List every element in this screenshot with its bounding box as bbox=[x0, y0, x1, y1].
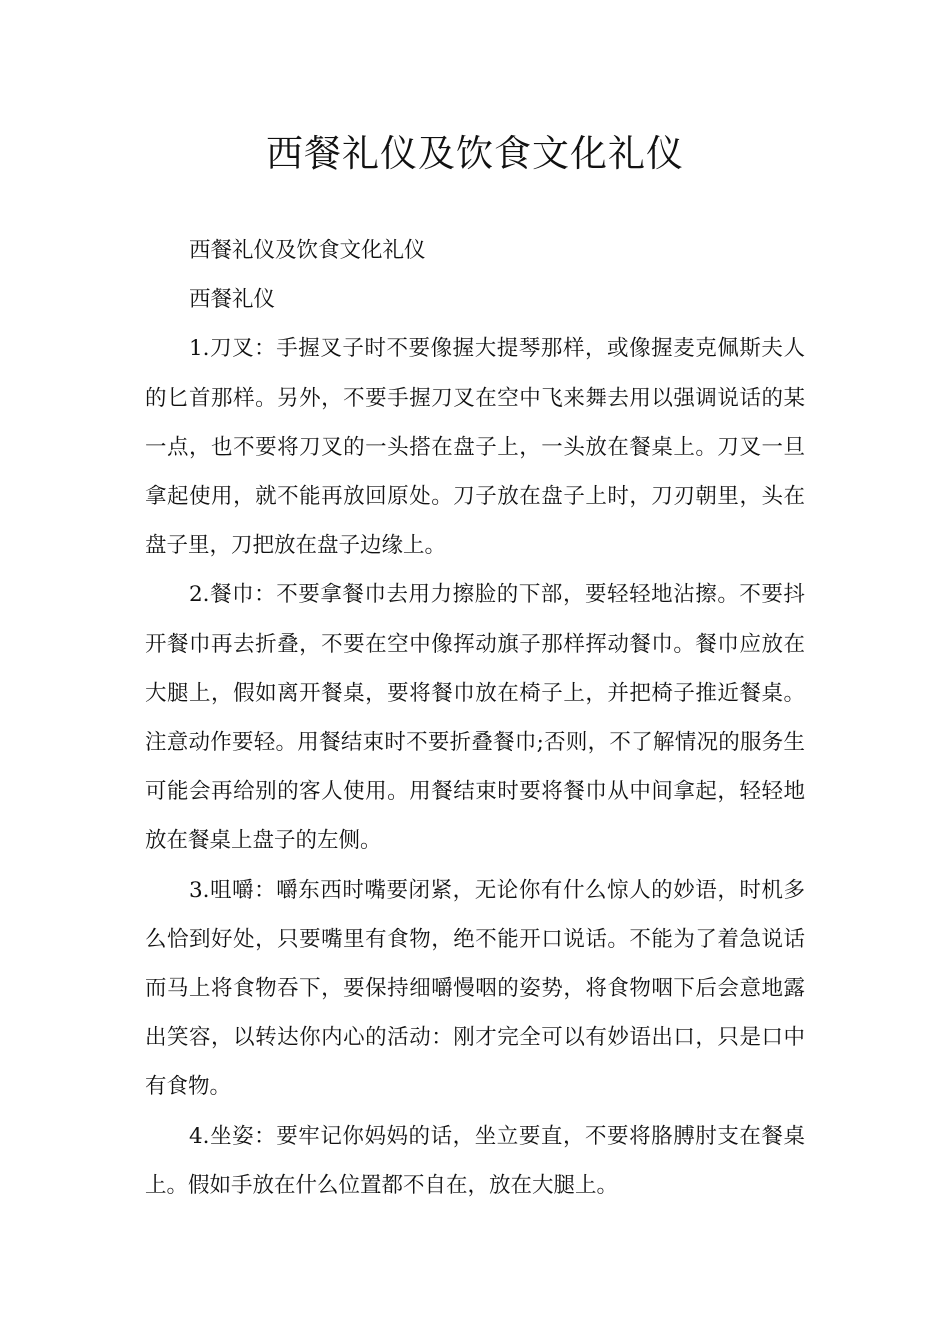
document-title: 西餐礼仪及饮食文化礼仪 bbox=[266, 132, 684, 175]
paragraph-knife-fork: 1.刀叉：手握叉子时不要像握大提琴那样，或像握麦克佩斯夫人的匕首那样。另外，不要手握刀叉在空中飞来舞去用以强调说话的某一点，也不要将刀叉的一头搭在盘子上，一头放在餐桌上。刀叉一旦拿起使用，就不能再放回原处。刀子放在盘子上时，刀刃朝里，头在盘子里，刀把放在盘子边缘上。 bbox=[145, 336, 805, 559]
paragraph-subtitle: 西餐礼仪及饮食文化礼仪 bbox=[189, 238, 426, 263]
paragraph-section-heading: 西餐礼仪 bbox=[189, 287, 276, 313]
document-body bbox=[145, 226, 805, 1210]
paragraph-napkin: 2.餐巾：不要拿餐巾去用力擦脸的下部，要轻轻地沾擦。不要抖开餐巾再去折叠，不要在空中像挥动旗子那样挥动餐巾。餐巾应放在大腿上，假如离开餐桌，要将餐巾放在椅子上，并把椅子推近餐桌。注意动作要轻。用餐结束时不要折叠餐巾;否则，不了解情况的服务生可能会再给别的客人使用。用餐结束时要将餐巾从中间拿起，轻轻地放在餐桌上盘子的左侧。 bbox=[145, 582, 805, 854]
paragraph-sitting: 4.坐姿：要牢记你妈妈的话，坐立要直，不要将胳膊肘支在餐桌上。假如手放在什么位置都不自在，放在大腿上。 bbox=[145, 1123, 805, 1198]
paragraph-chewing: 3.咀嚼：嚼东西时嘴要闭紧，无论你有什么惊人的妙语，时机多么恰到好处，只要嘴里有食物，绝不能开口说话。不能为了着急说话而马上将食物吞下，要保持细嚼慢咽的姿势，将食物咽下后会意地露出笑容，以转达你内心的活动：刚才完全可以有妙语出口，只是口中有食物。 bbox=[145, 877, 805, 1100]
